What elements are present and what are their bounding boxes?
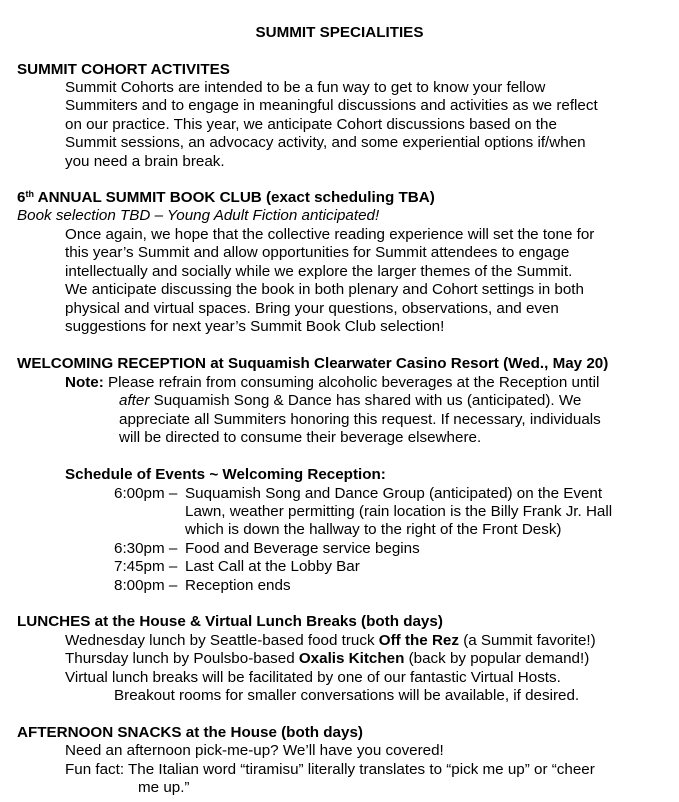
book-club-subheading: Book selection TBD – Young Adult Fiction anticipated! <box>17 207 380 224</box>
book-club-line: Once again, we hope that the collective reading experience will set the tone for <box>65 226 595 243</box>
note-text: Suquamish Song & Dance has shared with us (anticipated). We <box>149 392 582 409</box>
schedule-event: Last Call at the Lobby Bar <box>185 558 360 575</box>
reception-note <box>65 374 599 392</box>
cohort-line: on our practice. This year, we anticipate Cohort discussions based on the <box>65 116 557 133</box>
lunch-breakout: Breakout rooms for smaller conversations will be available, if desired. <box>114 687 580 704</box>
schedule-time: 7:45pm – <box>114 558 178 575</box>
reception-note-line: appreciate all Summiters honoring this request. If necessary, individuals <box>119 411 601 428</box>
lunch-thursday <box>65 650 589 668</box>
lunch-text: (a Summit favorite!) <box>458 632 596 649</box>
lunch-wednesday <box>65 632 596 650</box>
reception-note-line: will be directed to consume their beverage elsewhere. <box>119 429 482 446</box>
snacks-line: Need an afternoon pick-me-up? We’ll have you covered! <box>65 742 444 759</box>
note-label: Note: <box>65 374 104 391</box>
book-club-line: intellectually and socially while we explore the larger themes of the Summit. <box>65 263 573 280</box>
vendor-name: Off the Rez <box>378 632 459 649</box>
lunches-heading: LUNCHES at the House & Virtual Lunch Breaks (both days) <box>17 613 443 630</box>
lunch-text: (back by popular demand!) <box>404 650 590 667</box>
lunch-text: Wednesday lunch by Seattle-based food truck <box>65 632 379 649</box>
schedule-event: which is down the hallway to the right of the Front Desk) <box>185 521 562 538</box>
book-club-line: We anticipate discussing the book in both plenary and Cohort settings in both <box>65 281 584 298</box>
cohort-line: you need a brain break. <box>65 153 225 170</box>
note-text: Please refrain from consuming alcoholic beverages at the Reception until <box>103 374 600 391</box>
vendor-name: Oxalis Kitchen <box>298 650 405 667</box>
cohort-line: Summit Cohorts are intended to be a fun way to get to know your fellow <box>65 79 546 96</box>
note-after: after <box>119 392 150 409</box>
book-club-line: this year’s Summit and allow opportunities for Summit attendees to engage <box>65 244 570 261</box>
heading-superscript: th <box>25 189 34 199</box>
schedule-event: Reception ends <box>185 577 291 594</box>
cohort-heading: SUMMIT COHORT ACTIVITES <box>17 61 230 78</box>
snacks-line: me up.” <box>138 779 190 796</box>
schedule-time: 8:00pm – <box>114 577 178 594</box>
page-title: SUMMIT SPECIALITIES <box>255 24 424 41</box>
lunch-virtual: Virtual lunch breaks will be facilitated by one of our fantastic Virtual Hosts. <box>65 669 561 686</box>
book-club-line: suggestions for next year’s Summit Book Club selection! <box>65 318 445 335</box>
heading-number: 6 <box>17 189 26 206</box>
snacks-heading: AFTERNOON SNACKS at the House (both days) <box>17 724 363 741</box>
schedule-heading: Schedule of Events ~ Welcoming Reception: <box>65 466 386 483</box>
heading-text: ANNUAL SUMMIT BOOK CLUB (exact scheduling TBA) <box>33 189 435 206</box>
snacks-line: Fun fact: The Italian word “tiramisu” literally translates to “pick me up” or “cheer <box>65 761 595 778</box>
reception-note-line <box>119 392 581 410</box>
schedule-event: Suquamish Song and Dance Group (anticipated) on the Event <box>185 485 603 502</box>
lunch-text: Thursday lunch by Poulsbo-based <box>65 650 299 667</box>
schedule-event: Lawn, weather permitting (rain location is the Billy Frank Jr. Hall <box>185 503 613 520</box>
schedule-time: 6:30pm – <box>114 540 178 557</box>
cohort-line: Summiters and to engage in meaningful discussions and activities as we reflect <box>65 97 598 114</box>
book-club-heading <box>17 189 435 207</box>
book-club-line: physical and virtual spaces. Bring your questions, observations, and even <box>65 300 559 317</box>
schedule-time: 6:00pm – <box>114 485 178 502</box>
schedule-event: Food and Beverage service begins <box>185 540 420 557</box>
reception-heading: WELCOMING RECEPTION at Suquamish Clearwater Casino Resort (Wed., May 20) <box>17 355 609 372</box>
cohort-line: Summit sessions, an advocacy activity, and some experiential options if/when <box>65 134 586 151</box>
